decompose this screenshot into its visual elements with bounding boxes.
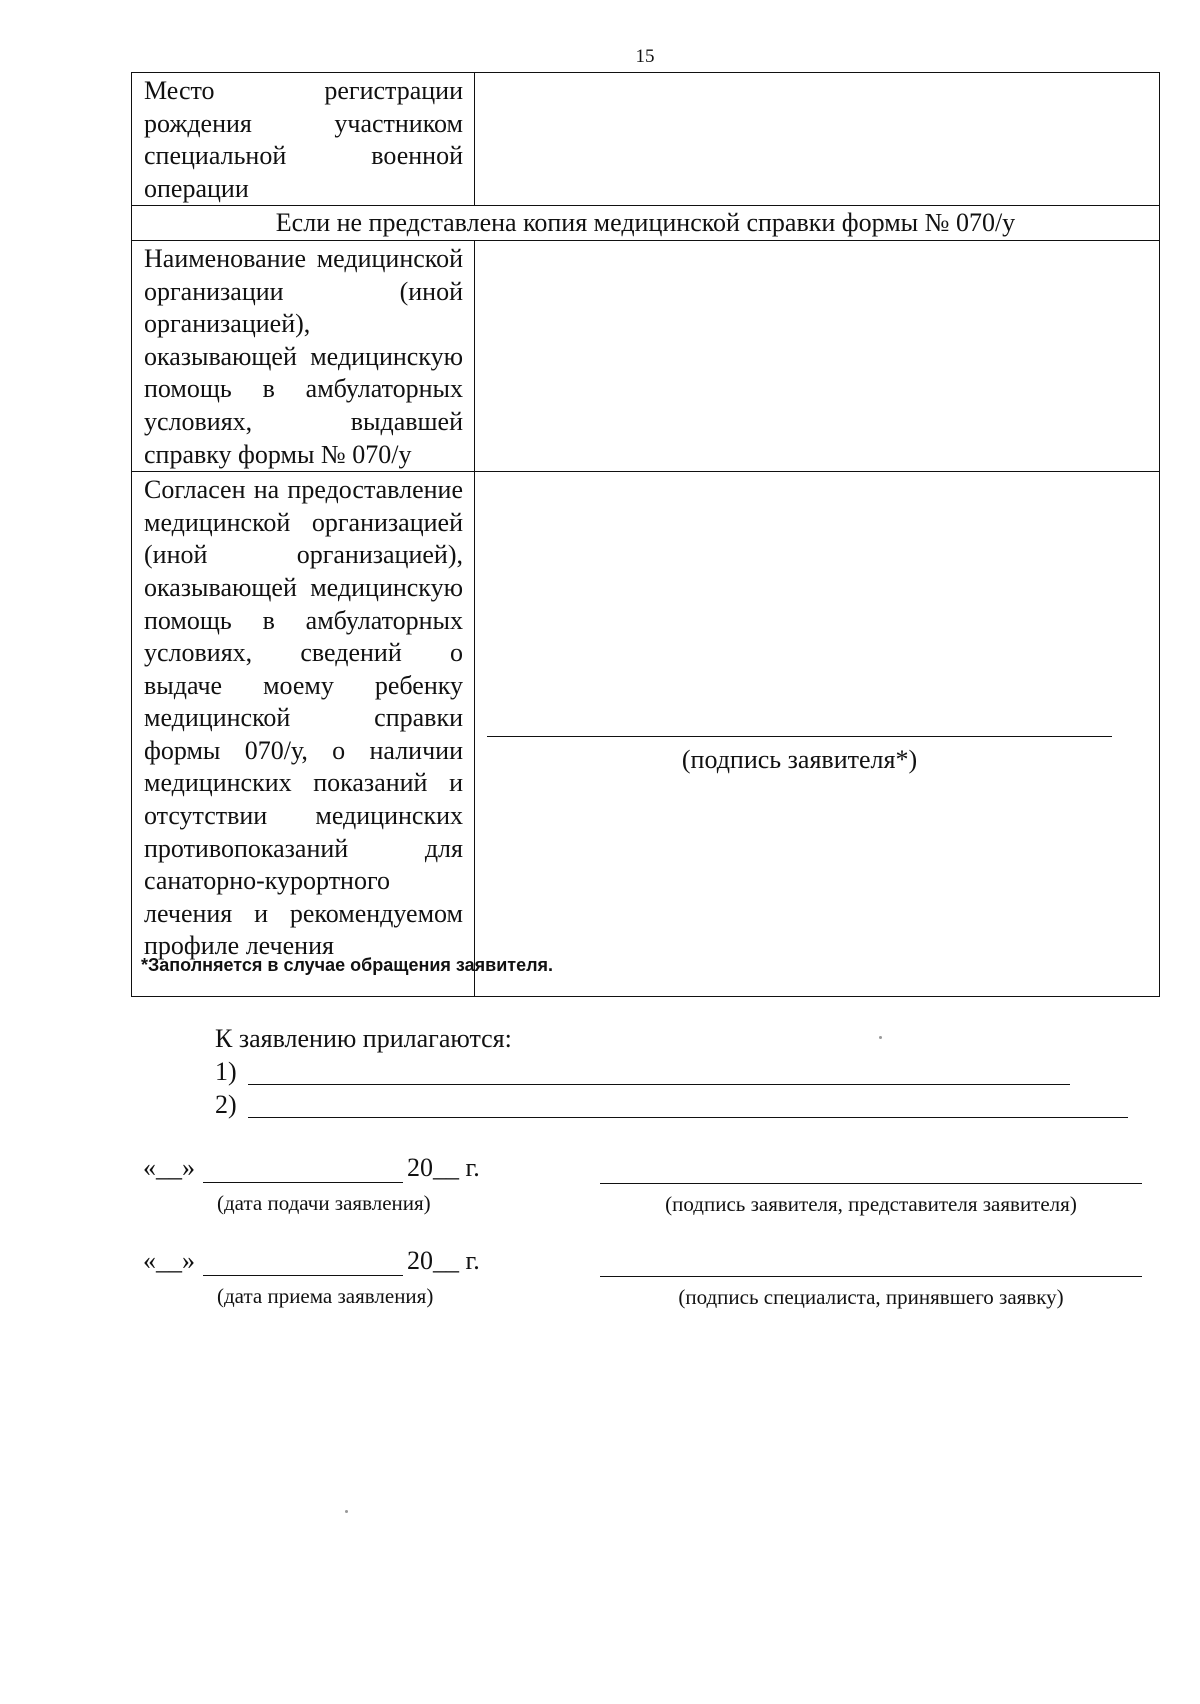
attachments-heading: К заявлению прилагаются:: [215, 1024, 512, 1053]
consent-signature-cell[interactable]: [475, 472, 1160, 997]
table-row: [132, 240, 1160, 471]
page-number: 15: [635, 46, 655, 67]
attachment-line-2[interactable]: [248, 1117, 1128, 1118]
submission-date-caption: (дата подачи заявления): [217, 1191, 431, 1215]
attachment-item: [215, 1088, 512, 1121]
medical-organization-name-field[interactable]: [475, 240, 1160, 471]
submission-signature-caption: (подпись заявителя, представителя заявителя): [665, 1192, 1077, 1216]
table-row: [132, 472, 1160, 997]
consent-label: Согласен на предоставление медицинской организацией (иной организацией), оказывающей медицинскую помощь в амбулаторных условиях, сведений о выдаче моему ребенку медицинской справки формы 070/у, о наличии медицинских показаний и отсутствии медицинских противопоказаний для санаторно-курортного лечения и рекомендуемом профиле лечения: [144, 475, 463, 961]
label-cell: [132, 73, 475, 206]
table-row: [132, 206, 1160, 241]
section-header-text: Если не представлена копия медицинской справки формы № 070/у: [275, 208, 1016, 238]
label-cell: [132, 240, 475, 471]
table-row: [132, 73, 1160, 206]
date-day-quotes: «__»: [143, 1246, 195, 1275]
submission-month-line[interactable]: [203, 1182, 403, 1183]
date-year: 20__ г.: [407, 1246, 480, 1275]
acceptance-signature-caption: (подпись специалиста, принявшего заявку): [678, 1285, 1064, 1309]
applicant-signature-caption: (подпись заявителя*): [681, 745, 918, 775]
attachment-number: 1): [215, 1057, 237, 1086]
date-year: 20__ г.: [407, 1153, 480, 1182]
acceptance-month-line[interactable]: [203, 1275, 403, 1276]
acceptance-date-caption: (дата приема заявления): [217, 1284, 434, 1308]
attachment-line-1[interactable]: [248, 1084, 1070, 1085]
footnote: *Заполняется в случае обращения заявителя.: [141, 955, 554, 975]
attachment-item: [215, 1055, 512, 1088]
applicant-signature-line[interactable]: [487, 736, 1112, 737]
attachments-section: [215, 1022, 512, 1121]
submission-signature-line[interactable]: [600, 1183, 1142, 1184]
birth-registration-place-field[interactable]: [475, 73, 1160, 206]
attachment-number: 2): [215, 1090, 237, 1119]
scan-speck: [879, 1036, 882, 1039]
scan-speck: [345, 1510, 348, 1513]
medical-organization-name-label: Наименование медицинской организации (иной организацией), оказывающей медицинскую помощь в амбулаторных условиях, выдавшей справку формы № 070/у: [144, 243, 463, 469]
section-header-cell: [132, 206, 1160, 241]
date-day-quotes: «__»: [143, 1153, 195, 1182]
birth-registration-place-label: Место регистрации рождения участником специальной военной операции: [144, 76, 463, 203]
application-form-table: [131, 72, 1160, 997]
acceptance-signature-line[interactable]: [600, 1276, 1142, 1277]
label-cell: [132, 472, 475, 997]
